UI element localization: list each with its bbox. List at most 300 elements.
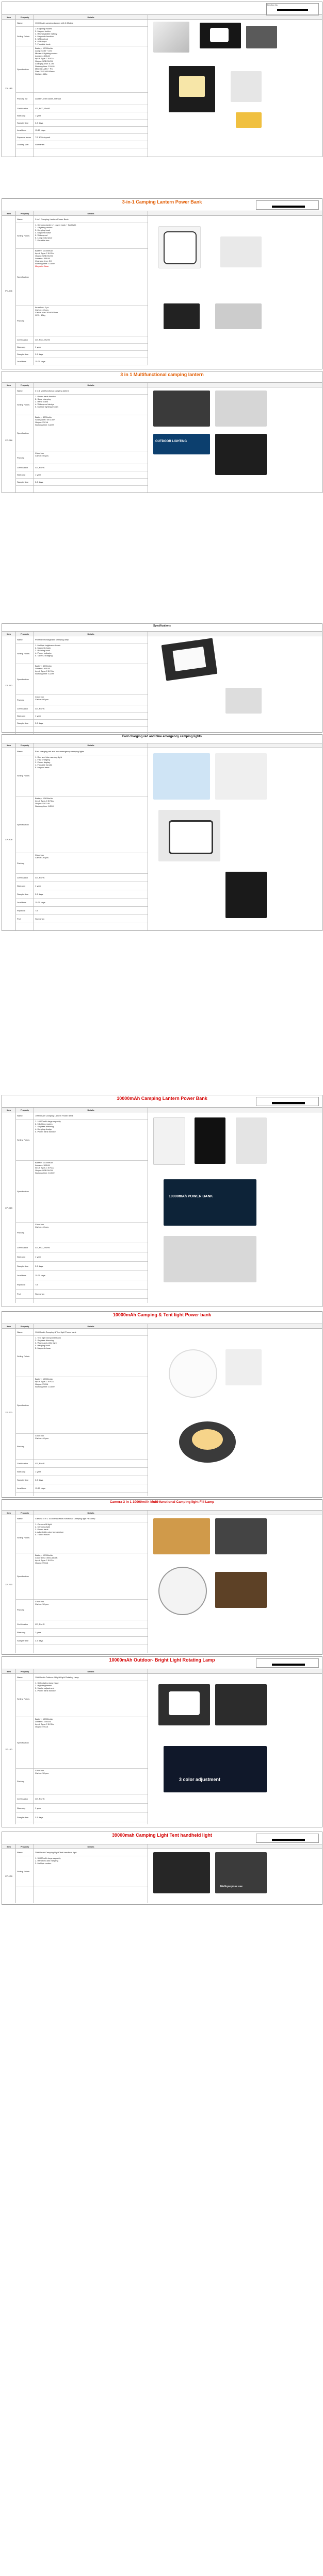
header-item: Item — [2, 1324, 16, 1328]
section-title: 3 in 1 Multifunctional camping lantern — [120, 372, 204, 377]
prop-warranty: Warranty — [16, 1252, 34, 1262]
feature-line: 5. USB output — [35, 38, 48, 40]
table-header — [2, 1107, 322, 1112]
lantern-open-photo — [215, 391, 267, 427]
detail-warranty: 1 year — [34, 344, 148, 351]
feature-line: 2. Magnetic back — [35, 647, 51, 650]
prop-name: Name — [16, 1674, 34, 1681]
product-images — [148, 748, 322, 931]
prop-name: Name — [16, 216, 34, 223]
prop-lead: Lead time — [16, 1271, 34, 1280]
product-sheet-4 — [2, 623, 322, 733]
header-details: Details — [34, 1844, 148, 1849]
table-header — [2, 631, 322, 636]
detail-pack: Lantern, USB cable, manual — [34, 93, 148, 105]
detail-name: 10000mAh camping lantern with 8 Modes — [34, 20, 148, 27]
lantern-side-photo — [246, 26, 277, 48]
detail-sample: 3-5 days — [34, 1476, 148, 1484]
prop-pack: Packing — [16, 853, 34, 874]
feature-line: 2. Fast charging — [35, 758, 50, 761]
section-title: 3-in-1 Camping Lantern Power Bank — [122, 199, 202, 205]
product-sheet-2 — [2, 198, 322, 369]
prop-name: Name — [16, 748, 34, 755]
brand-banner — [164, 1179, 256, 1226]
item-code: XP-R08 — [2, 748, 16, 931]
feature-line: 5. Power bank function — [35, 1130, 56, 1133]
red-note: Magnetic Base — [35, 265, 49, 268]
detail-payment: T/T 30% deposit — [34, 134, 148, 141]
spec-line: Input: Type-C 5V/2A — [35, 252, 54, 255]
detail-warranty: 1 year — [34, 112, 148, 120]
spec-line: Input: Type-C 5V/2A — [35, 1559, 54, 1562]
header-item: Item — [2, 1669, 16, 1673]
prop-warranty: Warranty — [16, 471, 34, 479]
tent-light-side — [225, 1349, 262, 1385]
detail-warranty: 1 year — [34, 1629, 148, 1637]
detail-name: Camera 3 in 1 10000mAh Multi-functional Camping light Fill Lamp — [34, 1515, 148, 1522]
table-header — [2, 1324, 322, 1329]
detail-spec — [34, 796, 148, 853]
spec-line: Output: 5V/1A — [35, 421, 49, 424]
pack-line: Carton: 40 pcs — [35, 1437, 49, 1440]
spec-line: Lumens: 400LM — [35, 667, 50, 670]
header-item: Item — [2, 383, 16, 387]
prop-port: Port — [16, 1290, 34, 1299]
section-title: 10000mAh Camping Lantern Power Bank — [117, 1096, 207, 1101]
spec-line: Input: Type-C 5V/2A — [35, 1723, 54, 1726]
banner-text: OUTDOOR LIGHTING — [155, 440, 187, 444]
prop-cert: Certification — [16, 874, 34, 882]
lantern-light — [179, 76, 205, 97]
prop-features: Selling Points — [16, 1336, 34, 1377]
prop-cert: Certification — [16, 1794, 34, 1804]
prop-cert: Certification — [16, 336, 34, 344]
product-sheet-8 — [2, 1499, 322, 1655]
feature-line: 2. High brightness — [35, 1684, 52, 1687]
color-variant-photo — [236, 112, 262, 128]
detail-features — [34, 395, 148, 415]
spec-line: Size: 152*100*40mm — [35, 70, 55, 73]
detail-name: Portable rechargeable camping lamp — [34, 636, 148, 643]
detail-cert: CE, RoHS — [34, 464, 148, 471]
prop-pack: Packing — [16, 451, 34, 464]
prop-pack: Packing — [16, 695, 34, 705]
spec-line: Battery: 10000mAh — [35, 1718, 53, 1721]
prop-cert: Certification — [16, 1620, 34, 1629]
pack-line: Color box — [35, 1600, 44, 1603]
usage-photo — [164, 303, 200, 329]
table-header — [2, 382, 322, 387]
pack-line: Inner box: 1 pc — [35, 306, 49, 309]
detail-features — [34, 1522, 148, 1553]
prop-warranty: Warranty — [16, 1804, 34, 1813]
prop-sample: Sample time — [16, 1262, 34, 1271]
pack-line: Carton: 40 pcs — [35, 309, 49, 312]
feature-line: 5. Magnetic base — [35, 1347, 51, 1350]
lamp-head — [169, 1691, 200, 1715]
night-use-photo — [225, 872, 267, 918]
detail-features — [34, 223, 148, 249]
header-property: Property — [16, 632, 34, 636]
item-code: XP-D16 — [2, 387, 16, 493]
header-property: Property — [16, 743, 34, 748]
header-item: Item — [2, 1511, 16, 1515]
feature-line: 4. Waterproof design — [35, 403, 54, 406]
lantern-glow — [210, 28, 229, 42]
prop-warranty: Warranty — [16, 882, 34, 890]
item-code: XP-C15 — [2, 1112, 16, 1303]
product-sheet-10 — [2, 1832, 322, 1905]
feature-line: 3. Rechargeable battery — [35, 32, 57, 35]
header-details: Details — [34, 1511, 148, 1515]
item-code: XP-S12 — [2, 636, 16, 734]
detail-sample: 3-5 days — [34, 890, 148, 899]
product-sheet-6 — [2, 1095, 322, 1307]
header-property: Property — [16, 1324, 34, 1328]
detail-spec — [34, 249, 148, 306]
spec-line: Working time: 10-60H — [35, 1385, 55, 1388]
detail-name: 3 in 1 Multifunctional camping lantern — [34, 387, 148, 395]
detail-spec — [34, 46, 148, 93]
product-images — [148, 387, 322, 493]
feature-line: 5. Multiple lighting modes — [35, 405, 59, 409]
detail-cert: CE, FCC, RoHS — [34, 336, 148, 344]
ref-table — [256, 1097, 319, 1106]
photo-caption: Multi-purpose use — [220, 1885, 243, 1889]
prop-pack: Packing — [16, 1434, 34, 1460]
spec-line: Battery: 10000mAh — [35, 47, 53, 49]
product-sheet-5 — [2, 734, 322, 931]
table-header — [2, 743, 322, 748]
prop-name: Name — [16, 20, 34, 27]
header-details: Details — [34, 383, 148, 387]
detail-cert: CE, RoHS — [34, 1460, 148, 1468]
redaction-bar — [272, 1664, 305, 1666]
detail-sample: 3-5 days — [34, 120, 148, 127]
prop-cert: Certification — [16, 105, 34, 112]
redaction-bar — [272, 1839, 305, 1841]
feature-line: 4. Hanging design — [35, 1128, 52, 1131]
prop-name: Name — [16, 1849, 34, 1856]
lantern-front-photo — [153, 1117, 185, 1165]
header-details: Details — [34, 1669, 148, 1673]
detail-sample: 3-5 days — [34, 720, 148, 727]
feature-line: 3. Warm and white light — [35, 1342, 57, 1345]
spec-line: Battery: 5000mAh — [35, 416, 52, 419]
header-details: Details — [34, 15, 148, 19]
detail-sample: 3-5 days — [34, 479, 148, 486]
lamp-display-photo — [215, 1684, 267, 1725]
prop-cert: Certification — [16, 1243, 34, 1252]
prop-features: Selling Points — [16, 395, 34, 415]
item-code: XP-H39 — [2, 1849, 16, 1903]
prop-sample: Sample time — [16, 479, 34, 486]
spec-line: Charging time: 6-7H — [35, 62, 54, 65]
header-details: Details — [34, 1324, 148, 1328]
detail-photo — [215, 303, 262, 329]
prop-pack: Packing list — [16, 93, 34, 105]
header-property: Property — [16, 1669, 34, 1673]
redaction-bar — [272, 206, 305, 208]
section-title: 10000mAh Camping & Tent light Power bank — [112, 1312, 212, 1317]
pack-line: Carton: 50 pcs — [35, 454, 49, 457]
detail-sample: 3-5 days — [34, 1813, 148, 1822]
header-property: Property — [16, 15, 34, 19]
detail-cert: CE, RoHS — [34, 874, 148, 882]
prop-lead: Lead time — [16, 127, 34, 134]
banner-caption: 3 color adjustment — [179, 1777, 221, 1783]
light-detail-photo — [215, 753, 267, 800]
side-view-photo — [220, 236, 262, 267]
banner-photo — [153, 434, 210, 454]
prop-name: Name — [16, 636, 34, 643]
prop-features: Selling Points — [16, 755, 34, 796]
detail-lead: 15-25 days — [34, 1271, 148, 1280]
product-images — [148, 1329, 322, 1496]
spec-line: Output: 5V/2.4A — [35, 802, 50, 805]
prop-spec: Specification — [16, 415, 34, 451]
prop-warranty: Warranty — [16, 713, 34, 720]
prop-spec: Specification — [16, 796, 34, 853]
product-sheet-9 — [2, 1656, 322, 1827]
product-images — [148, 1674, 322, 1824]
prop-name: Name — [16, 1112, 34, 1120]
prop-sample: Sample time — [16, 120, 34, 127]
feature-line: 4. Magnetic function — [35, 35, 54, 38]
detail-pack — [34, 695, 148, 705]
spec-line: Output: 5V/2A — [35, 1383, 49, 1386]
prop-pack: Packing — [16, 306, 34, 336]
tent-light-photo — [169, 1349, 217, 1398]
detail-name: 10000mAh Camping Lantern Power Bank — [34, 1112, 148, 1120]
usage-photo — [164, 1236, 256, 1282]
pack-line: G.W.: 18kg — [35, 314, 45, 317]
feature-line: 2. 4 lighting modes — [35, 226, 53, 229]
prop-warranty: Warranty — [16, 1629, 34, 1637]
product-images — [148, 1849, 322, 1903]
ref-label: Ref./Item No. — [267, 4, 278, 6]
pack-line: Carton: 30 pcs — [35, 856, 49, 859]
fill-lamp-photo — [153, 1518, 210, 1554]
detail-payment: T/T — [34, 907, 148, 915]
feature-line: 4. Foldable handle — [35, 763, 52, 766]
feature-line: 2. Handheld and hanging — [35, 1859, 58, 1862]
prop-name: Name — [16, 387, 34, 395]
detail-features — [34, 1120, 148, 1161]
feature-line: 2. Solar charging — [35, 398, 51, 401]
feature-line: 7. Foldable hook — [35, 43, 51, 45]
light-body — [169, 820, 213, 854]
feature-line: 2. Magnet holder — [35, 30, 51, 32]
detail-warranty: 1 year — [34, 1252, 148, 1262]
feature-line: 1. Camping lantern + power bank + flashlight — [35, 224, 76, 227]
detail-sample: 3-5 days — [34, 351, 148, 358]
spec-line: Working time: 8-30H — [35, 804, 54, 807]
detail-cert: CE, RoHS — [34, 705, 148, 713]
round-lamp-photo — [158, 1567, 207, 1615]
detail-pack — [34, 853, 148, 874]
header-details: Details — [34, 632, 148, 636]
spec-line: Input: Type-C 5V/2A — [35, 799, 54, 802]
prop-pack: Packing — [16, 1600, 34, 1620]
accessories-photo — [225, 688, 262, 714]
spec-line: Battery: 10000mAh — [35, 1378, 53, 1381]
prop-spec: Specification — [16, 1161, 34, 1223]
prop-payment: Payment terms — [16, 134, 34, 141]
prop-payment: Payment — [16, 907, 34, 915]
lantern-side-photo — [236, 1117, 267, 1164]
detail-spec — [34, 1161, 148, 1223]
header-item: Item — [2, 1844, 16, 1849]
product-sheet-3 — [2, 371, 322, 493]
feature-line: 5. Waterproof — [35, 234, 48, 237]
detail-cert: CE, RoHS — [34, 1794, 148, 1804]
pack-line: Color box — [35, 696, 44, 699]
prop-spec: Specification — [16, 664, 34, 695]
header-item: Item — [2, 1108, 16, 1112]
brand-text: 10000mAh POWER BANK — [169, 1195, 213, 1199]
pack-line: Color box — [35, 853, 44, 856]
feature-line: 3. Power bank — [35, 1528, 49, 1531]
feature-line: 4. Hanging hook — [35, 1344, 51, 1347]
detail-name: 3-in-1 Camping Lantern Power Bank — [34, 216, 148, 223]
pack-line: Color box — [35, 1769, 44, 1772]
prop-lead: Lead time — [16, 358, 34, 365]
detail-lead: 15-25 days — [34, 127, 148, 134]
table-header — [2, 1669, 322, 1674]
feature-line: 4. Power indicator — [35, 652, 52, 655]
solar-lantern-photo — [153, 391, 210, 427]
prop-spec: Specification — [16, 46, 34, 93]
prop-pack: Packing — [16, 1223, 34, 1243]
spec-line: Battery: 10000mAh — [35, 249, 53, 252]
product-images — [148, 216, 322, 365]
spec-line: Input: Type-C 5V/2A — [35, 57, 54, 60]
detail-pack — [34, 1434, 148, 1460]
detail-port: Shenzhen — [34, 915, 148, 923]
prop-name: Name — [16, 1329, 34, 1336]
detail-spec — [34, 664, 148, 695]
spec-line: Charging time: 5H — [35, 260, 52, 263]
spec-line: Weight: 460g — [35, 73, 47, 75]
header-item: Item — [2, 211, 16, 215]
spec-line: Material: ABS + PC — [35, 67, 53, 70]
feature-line: 1. Camera fill light — [35, 1523, 52, 1526]
detail-lead: 15-25 days — [34, 899, 148, 907]
feature-line: 6. Long endurance — [35, 236, 53, 240]
product-images — [148, 20, 322, 157]
detail-lead: 15-25 days — [34, 1484, 148, 1493]
pack-line: Carton: 30 pcs — [35, 1772, 49, 1775]
feature-line: 1. 39000mAh huge capacity — [35, 1857, 61, 1860]
detail-port: Shenzhen — [34, 141, 148, 148]
header-details: Details — [34, 1108, 148, 1112]
product-images — [148, 1112, 322, 1303]
pack-line: Color box — [35, 452, 44, 455]
detail-spec — [34, 1377, 148, 1434]
prop-payment: Payment — [16, 1280, 34, 1290]
detail-cert: CE, FCC, RoHS — [34, 1243, 148, 1252]
spec-line: Modes: 8 lighting modes — [35, 52, 58, 55]
detail-name: 10000mAh Outdoor- Bright Light Rotating Lamp — [34, 1674, 148, 1681]
spec-line: Battery: 4000mAh — [35, 665, 52, 668]
header-item: Item — [2, 632, 16, 636]
spec-line: Lumens: 500LM — [35, 1164, 50, 1167]
detail-pack — [34, 1769, 148, 1794]
detail-warranty: 1 year — [34, 1804, 148, 1813]
section-title: Specifications — [153, 624, 171, 628]
item-code: XP-L10 — [2, 1674, 16, 1824]
pack-line: Color box — [35, 1434, 44, 1437]
spec-line: Working time: 10-50H — [35, 1172, 55, 1175]
detail-name: 10000mAh Camping & Tent light Power bank — [34, 1329, 148, 1336]
ref-box — [266, 3, 319, 15]
section-title: Fast charging red and blue emergency camping lights — [122, 735, 202, 738]
feature-line: 4. Magnetic base — [35, 231, 51, 234]
prop-cert: Certification — [16, 1460, 34, 1468]
item-code: PC-006 — [2, 216, 16, 365]
lantern-face — [164, 231, 197, 264]
spec-line: Lamp: COB + LED — [35, 49, 53, 52]
item-code: XP-F33 — [2, 1515, 16, 1653]
spec-line: Output: USB 5V/2A — [35, 255, 53, 258]
detail-pack — [34, 1600, 148, 1620]
prop-warranty: Warranty — [16, 112, 34, 120]
spec-line: Output: 5V/2A — [35, 1562, 49, 1565]
feature-line: 1. Red and blue warning light — [35, 755, 62, 758]
header-item: Item — [2, 15, 16, 19]
prop-sample: Sample time — [16, 890, 34, 899]
detail-features — [34, 1336, 148, 1377]
prop-warranty: Warranty — [16, 1468, 34, 1476]
detail-pack — [34, 306, 148, 336]
detail-features — [34, 1681, 148, 1717]
pack-line: Carton size: 50*40*35cm — [35, 311, 58, 314]
product-sheet-7 — [2, 1311, 322, 1498]
prop-sample: Sample time — [16, 1637, 34, 1645]
warm-light-photo — [215, 1572, 267, 1608]
detail-warranty: 1 year — [34, 1468, 148, 1476]
feature-line: 1.8 lighting modes — [35, 27, 52, 30]
redaction-bar — [277, 9, 308, 11]
feature-line: 2. Camping light — [35, 1526, 50, 1529]
ref-table — [256, 200, 319, 210]
header-property: Property — [16, 1844, 34, 1849]
feature-line: 2. Stepless dimming — [35, 1339, 54, 1342]
detail-cert: CE, FCC, RoHS — [34, 105, 148, 112]
lantern-photo — [153, 22, 189, 53]
prop-sample: Sample time — [16, 720, 34, 727]
pack-line: Carton: 40 pcs — [35, 1226, 49, 1229]
feature-line: 2. 5 lighting modes — [35, 1123, 53, 1126]
feature-line: 5. Magnet base — [35, 766, 50, 769]
spec-line: Working time: 8-20H — [35, 423, 54, 427]
prop-sample: Sample time — [16, 1813, 34, 1822]
prop-port: Loading port — [16, 141, 34, 148]
prop-features: Selling Points — [16, 1681, 34, 1717]
detail-name: 39000mah Camping Light Tent handheld light — [34, 1849, 148, 1856]
header-property: Property — [16, 383, 34, 387]
ref-table — [256, 1658, 319, 1668]
table-header — [2, 1844, 322, 1849]
feature-line: 3. Stepless dimming — [35, 1125, 54, 1128]
product-images — [148, 636, 322, 734]
color-adjust-banner — [164, 1746, 267, 1792]
spec-line: Lumens: 350LM — [35, 257, 50, 260]
section-title: 10000mAh Outdoor- Bright Light Rotating Lamp — [109, 1657, 215, 1663]
spec-line: Working time: 10-60H — [35, 262, 55, 265]
detail-name: Fast charging red and blue emergency camping lights — [34, 748, 148, 755]
